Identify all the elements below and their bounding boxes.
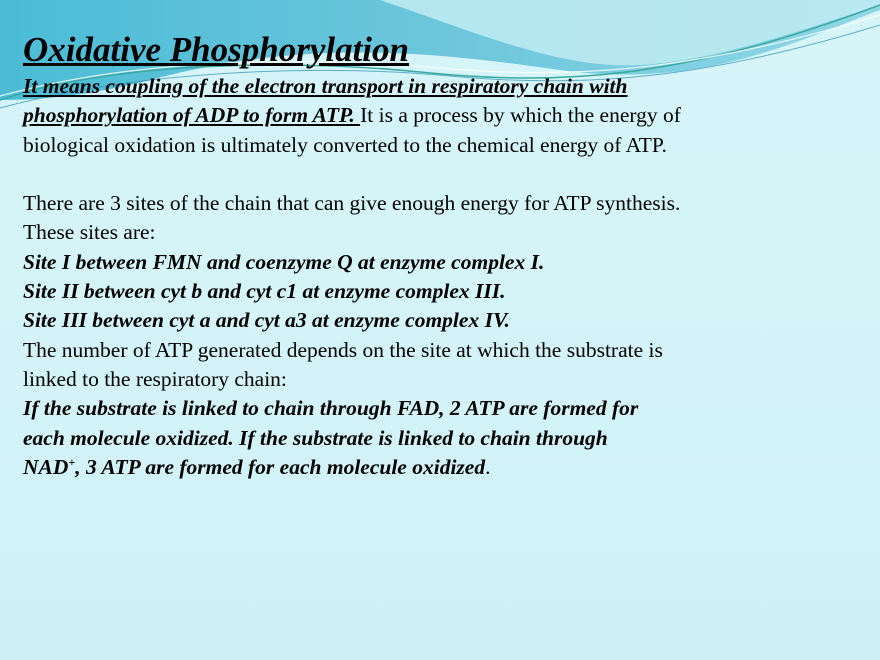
definition-line: biological oxidation is ultimately converted to the chemical energy of ATP. [23,132,667,157]
atp-text: linked to the respiratory chain: [23,366,287,391]
nad-label: NAD [23,454,69,479]
sites-intro: There are 3 sites of the chain that can give enough energy for ATP synthesis. [23,191,681,216]
definition-underlined: phosphorylation of ADP to form ATP. [23,103,361,128]
sites-intro: These sites are: [23,220,156,245]
fad-text: If the substrate is linked to chain through FAD, 2 ATP are formed for [23,396,639,421]
slide-content [23,28,681,482]
fad-text: each molecule oxidized. If the substrate is linked to chain through [23,425,608,450]
nad-text [23,453,681,482]
nad-period: . [485,454,491,479]
atp-text: The number of ATP generated depends on the site at which the substrate is [23,337,663,362]
definition-line: It means coupling of the electron transport in respiratory chain with [23,74,628,98]
definition-text: It is a process by which the energy of [360,103,681,128]
nad-rest: , 3 ATP are formed for each molecule oxidized [75,454,486,479]
site-item: Site II between cyt b and cyt c1 at enzyme complex III. [23,279,506,304]
definition-line [23,101,681,130]
nad-superscript: + [68,454,76,469]
site-item: Site III between cyt a and cyt a3 at enzyme complex IV. [23,308,510,333]
slide-title: Oxidative Phosphorylation [23,30,409,69]
site-item: Site I between FMN and coenzyme Q at enzyme complex I. [23,249,545,274]
